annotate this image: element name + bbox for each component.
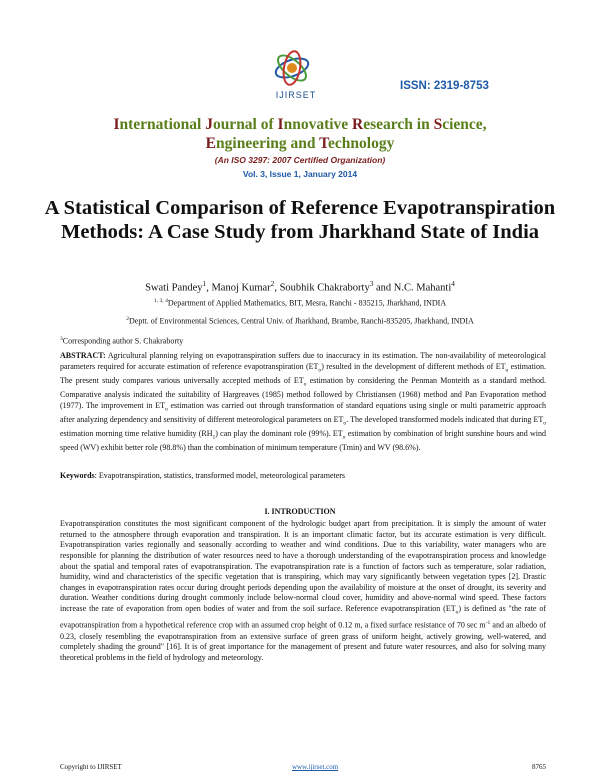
journal-title-word: nnovative — [283, 116, 353, 133]
logo-emblem-icon — [273, 50, 310, 86]
affiliation-2: $^2$Deptt. of Environmental Sciences, Central Univ. of Jharkhand, Brambe, Ranchi-835205, Jharkhand, INDIA — [126, 316, 474, 326]
logo-text: IJIRSET — [275, 90, 317, 100]
journal-title-capital: T — [319, 135, 329, 152]
journal-title-line-2 — [0, 134, 600, 153]
journal-title-word: nternational — [119, 116, 206, 133]
journal-title — [0, 115, 600, 153]
author: N.C. Mahanti — [393, 282, 452, 294]
keywords-label: Keywords — [60, 471, 95, 480]
journal-title-line-1 — [0, 115, 600, 134]
journal-title-capital: R — [352, 116, 364, 133]
page-number: 8765 — [532, 763, 546, 771]
journal-title-word: esearch in — [363, 116, 434, 133]
keywords: Keywords: Evapotranspiration, statistics, transformed model, meteorological parameters — [60, 471, 346, 480]
footer-url-link[interactable]: www.ijirset.com — [292, 763, 339, 771]
journal-title-capital: E — [205, 135, 217, 152]
journal-title-word: echnology — [328, 135, 395, 152]
author-list: Swati Pandey$^1$, Manoj Kumar$^2$, Soubhik Chakraborty$^3$ and N.C. Mahanti$^4$ — [145, 279, 455, 294]
journal-title-capital: S — [433, 116, 443, 133]
section-heading: I. INTRODUCTION — [264, 507, 336, 516]
volume-issue: Vol. 3, Issue 1, January 2014 — [242, 169, 358, 179]
journal-title-word: cience, — [442, 116, 487, 133]
affiliation-1: $^{1, 3, 4}$Department of Applied Mathematics, BIT, Mesra, Ranchi - 835215, Jharkhand, INDIA — [153, 298, 447, 308]
paper-title: A Statistical Comparison of Reference Evapotranspiration Methods: A Case Study from Jharkhand State of India — [44, 197, 556, 243]
journal-title-capital: I — [113, 116, 120, 133]
journal-title-capital: J — [205, 116, 213, 133]
journal-title-word: ngineering and — [216, 135, 320, 152]
page-footer — [60, 763, 546, 773]
issn: ISSN: 2319-8753 — [400, 80, 489, 92]
corresponding-author: $^3$Corresponding author S. Chakraborty — [60, 336, 184, 346]
author: Swati Pandey — [145, 282, 203, 294]
author: Manoj Kumar — [211, 282, 271, 294]
abstract-label: ABSTRACT: — [60, 351, 106, 360]
footer-copyright: Copyright to IJIRSET — [60, 763, 122, 771]
introduction-text: Evapotranspiration constitutes the most significant component of the hydrologic budget apart from precipitation. It is simply the amount of water returned to the atmosphere through evaporation and transpiration. It is an important climatic factor, but its accurate estimation is very difficult. Evapotranspiration varies regionally and seasonally according to weather and wind conditions. Due to this variability, water managers who are responsible for planning the distribution of water resources need to have a thorough understanding of the evapotranspiration process and knowledge about the spatial and temporal rates of evapotranspiration. The evapotranspiration rate is a function of factors such as temperature, solar radiation, humidity, wind and characteristics of the specific vegetation that is transpiring, which may vary significantly between vegetation types [2]. Drastic changes in evapotranspiration rates occur during drought periods depending upon the availability of moisture at the onset of drought, its severity and duration. Weather conditions during drought commonly include below-normal cloud cover, humidity and above-normal wind speed. These factors increase the rate of evaporation from open bodies of water and from the soil surface. Reference evapotranspiration $(ET_o)$ is defined as "the rate of evapotranspiration from a hypothetical reference crop with an assumed crop height of 0.12 m, a fixed surface resistance of 70 $\sec m^{-1}$ and an albedo of 0.23, closely resembling the evapotranspiration from an extensive surface of green grass of uniform height, actively growing, well-watered, and completely shading the ground" [16]. It is of great importance for the management of present and future water resources, and also for solving many theoretical problems in the field of hydrology and meteorology. — [60, 519, 546, 662]
abstract: ABSTRACT: Agricultural planning relying on evapotranspiration suffers due to inaccuracy in its estimation. The non-availability of meteorological parameters required for accurate estimation of reference evapotranspiration $(ET_o)$ resulted in the development of different methods of $ET_o$ estimation. The present study compares various universally accepted methods of $ET_o$ estimation by considering the Penman Monteith as a standard method. Comparative analysis indicated the suitability of Hargreaves (1985) method followed by Christiansen (1968) method and Pan Evaporation method (1977). The improvement in $ET_o$ estimation was carried out through transformation of standard equations using single or multi parametric approach after analyzing dependency and sensitivity of different meteorological parameters on $ET_o$. The developed transformed models indicated that during $ET_o$ estimation morning time relative humidity $(RH_1)$ can play the dominant role (99%). $ET_o$ estimation by combination of bright sunshine hours and wind speed (WV) exhibit better role (98.8%) than the combination of minimum temperature (Tmin) and WV (98.6%). — [60, 351, 547, 453]
author: Soubhik Chakraborty — [279, 282, 370, 294]
journal-title-capital: I — [277, 116, 284, 133]
iso-certification: (An ISO 3297: 2007 Certified Organization) — [214, 155, 386, 165]
journal-title-word: ournal of — [212, 116, 278, 133]
